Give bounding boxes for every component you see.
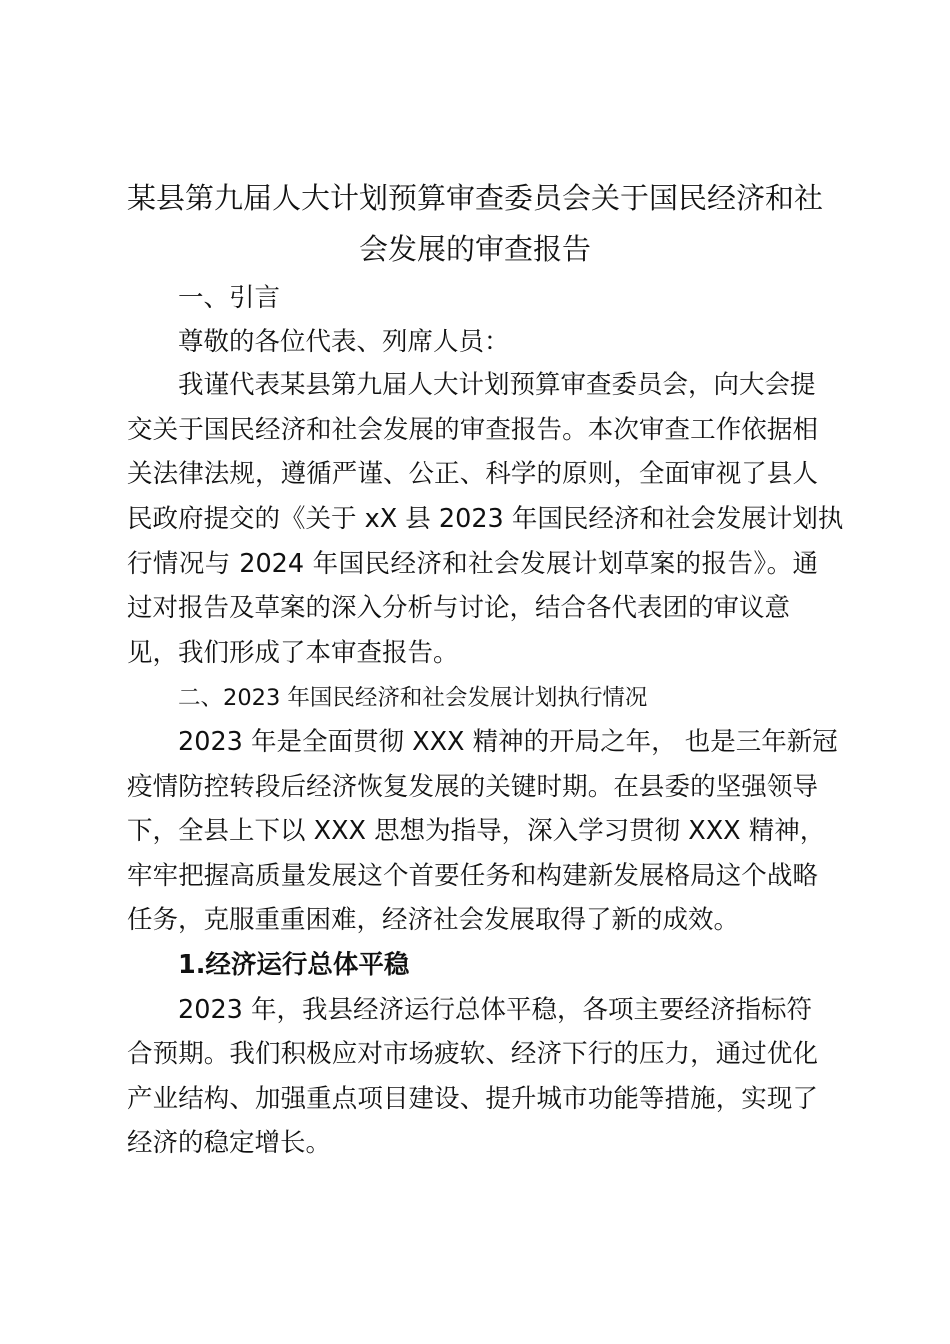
intro-paragraph-line: 关法律法规，遵循严谨、公正、科学的原则，全面审视了县人 [127,459,818,489]
document-title-line-2: 会发展的审查报告 [358,232,591,266]
document-title-line-1: 某县第九届人大计划预算审查委员会关于国民经济和社 [126,181,823,215]
intro-paragraph-line: 交关于国民经济和社会发展的审查报告。本次审查工作依据相 [127,415,818,445]
section2-paragraph-line: 任务，克服重重困难，经济社会发展取得了新的成效。 [127,905,740,935]
section2-paragraph-line: 下，全县上下以 XXX 思想为指导，深入学习贯彻 XXX 精神， [127,816,826,846]
subsection1-paragraph-line: 产业结构、加强重点项目建设、提升城市功能等措施，实现了 [127,1084,818,1114]
intro-paragraph-line: 见，我们形成了本审查报告。 [127,638,459,668]
section2-paragraph-line: 疫情防控转段后经济恢复发展的关键时期。在县委的坚强领导 [127,772,818,802]
subsection1-paragraph-line: 经济的稳定增长。 [127,1128,332,1158]
section-heading-introduction: 一、引言 [178,283,281,313]
intro-paragraph-line: 我谨代表某县第九届人大计划预算审查委员会，向大会提 [178,370,816,400]
intro-paragraph-line: 行情况与 2024 年国民经济和社会发展计划草案的报告》。通 [127,549,818,579]
section-heading-2023-plan-execution: 二、2023 年国民经济和社会发展计划执行情况 [178,685,648,711]
salutation: 尊敬的各位代表、列席人员： [178,327,510,357]
subsection1-paragraph-line: 2023 年，我县经济运行总体平稳，各项主要经济指标符 [178,995,813,1025]
section2-paragraph-line: 2023 年是全面贯彻 XXX 精神的开局之年， 也是三年新冠 [178,727,838,757]
intro-paragraph-line: 过对报告及草案的深入分析与讨论，结合各代表团的审议意 [127,593,791,623]
intro-paragraph-line: 民政府提交的《关于 xX 县 2023 年国民经济和社会发展计划执 [127,504,844,534]
subsection-heading-economy-stable: 1.经济运行总体平稳 [178,950,410,980]
section2-paragraph-line: 牢牢把握高质量发展这个首要任务和构建新发展格局这个战略 [127,861,818,891]
subsection1-paragraph-line: 合预期。我们积极应对市场疲软、经济下行的压力，通过优化 [127,1039,818,1069]
